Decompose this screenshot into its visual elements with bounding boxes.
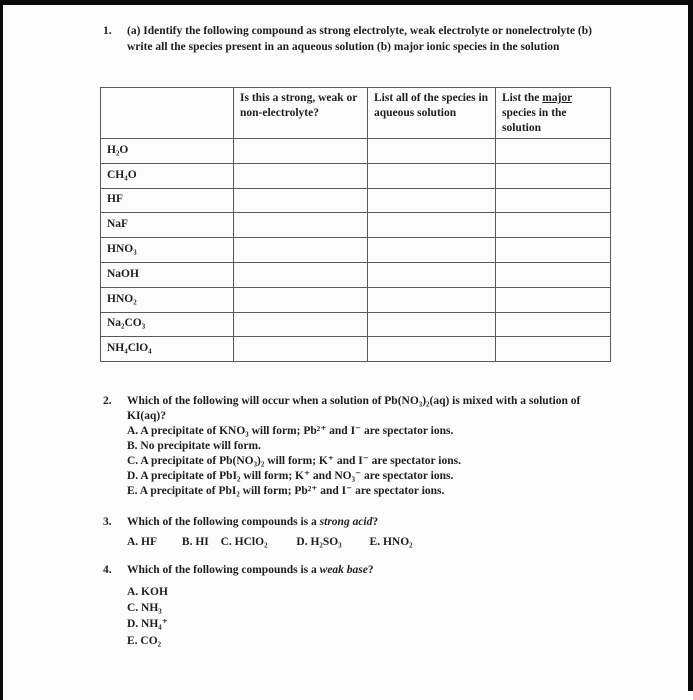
question-2-option-e: E. A precipitate of PbI₂ will form; Pb²⁺ and I⁻ are spectator ions. — [127, 485, 445, 497]
answer-cell — [234, 312, 368, 337]
question-1 — [103, 23, 608, 55]
question-3-option-b: B. HI — [181, 536, 209, 548]
table-row — [101, 337, 611, 362]
answer-cell — [234, 337, 368, 362]
answer-cell — [368, 287, 496, 312]
question-4 — [103, 563, 615, 649]
compound-cell: H₂O — [101, 139, 234, 164]
answer-cell — [234, 262, 368, 287]
compound-cell: NaOH — [101, 262, 234, 287]
question-3-option-e: E. HNO₂ — [369, 536, 413, 548]
answer-cell — [368, 312, 496, 337]
question-2 — [103, 394, 615, 499]
question-4-option-c: C. NH₃ — [127, 602, 162, 615]
compound-cell: NaF — [101, 213, 234, 238]
answer-cell — [368, 262, 496, 287]
answer-cell — [368, 163, 496, 188]
compound-cell: CH₄O — [101, 163, 234, 188]
question-4-option-a: A. KOH — [127, 586, 168, 598]
table-row — [101, 139, 611, 164]
table-row — [101, 213, 611, 238]
answer-cell — [234, 238, 368, 263]
electrolyte-type-column-header: Is this a strong, weak or non-electrolyte? — [234, 88, 368, 139]
table-row — [101, 163, 611, 188]
question-1-text: (a) Identify the following compound as strong electrolyte, weak electrolyte or nonelectrolyte (b) write all the species present in an aqueous solution (b) major ionic species in the solution — [127, 25, 592, 53]
table-header-row — [101, 88, 611, 139]
compound-cell: HNO₂ — [101, 287, 234, 312]
question-1-number: 1. — [103, 25, 112, 37]
answer-cell — [496, 337, 611, 362]
left-border-bar — [0, 0, 3, 700]
question-3 — [103, 515, 615, 550]
compound-cell: Na₂CO₃ — [101, 312, 234, 337]
table-row — [101, 287, 611, 312]
answer-cell — [368, 337, 496, 362]
question-3-option-a: A. HF — [127, 536, 158, 548]
answer-cell — [368, 188, 496, 213]
question-4-option-e: E. CO₂ — [127, 634, 162, 647]
question-4-number: 4. — [103, 564, 112, 576]
answer-cell — [368, 139, 496, 164]
question-3-option-c: C. HClO₂ — [220, 536, 268, 548]
question-3-number: 3. — [103, 516, 112, 528]
question-2-text: Which of the following will occur when a solution of Pb(NO₃)₂(aq) is mixed with a solution of KI(aq)? — [127, 395, 581, 422]
question-4-option-d: D. NH₄⁺ — [127, 618, 168, 631]
answer-cell — [368, 213, 496, 238]
answer-cell — [496, 163, 611, 188]
compound-cell: NH₄ClO₄ — [101, 337, 234, 362]
question-4-italic-phrase: weak base — [319, 564, 368, 576]
header-text-pre: List the — [502, 92, 543, 104]
answer-cell — [496, 188, 611, 213]
header-text-underlined: major — [542, 92, 573, 104]
answer-cell — [234, 188, 368, 213]
question-3-italic-phrase: strong acid — [319, 516, 373, 528]
table-row — [101, 238, 611, 263]
table-row — [101, 188, 611, 213]
compound-column-header — [101, 88, 234, 139]
answer-cell — [496, 213, 611, 238]
answer-cell — [234, 287, 368, 312]
species-column-header: List all of the species in aqueous solution — [368, 88, 496, 139]
question-4-options — [127, 584, 615, 649]
electrolyte-table — [100, 87, 611, 362]
top-border-bar — [0, 0, 693, 5]
answer-cell — [368, 238, 496, 263]
question-2-option-a: A. A precipitate of KNO₃ will form; Pb²⁺ and I⁻ are spectator ions. — [127, 425, 454, 437]
answer-cell — [234, 139, 368, 164]
question-2-option-d: D. A precipitate of PbI₂ will form; K⁺ and NO₃⁻ are spectator ions. — [127, 470, 454, 482]
answer-cell — [496, 312, 611, 337]
question-3-options-row — [127, 535, 615, 550]
header-text-post: species in the solution — [502, 107, 567, 134]
compound-cell: HF — [101, 188, 234, 213]
question-3-text: Which of the following compounds is a strong acid? — [127, 516, 379, 528]
answer-cell — [496, 262, 611, 287]
answer-cell — [496, 139, 611, 164]
right-border-bar — [688, 0, 693, 691]
question-2-option-b: B. No precipitate will form. — [127, 440, 261, 452]
answer-cell — [496, 238, 611, 263]
table-row — [101, 262, 611, 287]
table-row — [101, 312, 611, 337]
compound-cell: HNO₃ — [101, 238, 234, 263]
answer-cell — [234, 163, 368, 188]
answer-cell — [234, 213, 368, 238]
question-2-number: 2. — [103, 395, 112, 407]
answer-cell — [496, 287, 611, 312]
major-species-column-header — [496, 88, 611, 139]
question-3-option-d: D. H₂SO₃ — [296, 536, 342, 548]
question-2-option-c: C. A precipitate of Pb(NO₃)₂ will form; K⁺ and I⁻ are spectator ions. — [127, 455, 461, 467]
question-4-text: Which of the following compounds is a weak base? — [127, 564, 374, 576]
